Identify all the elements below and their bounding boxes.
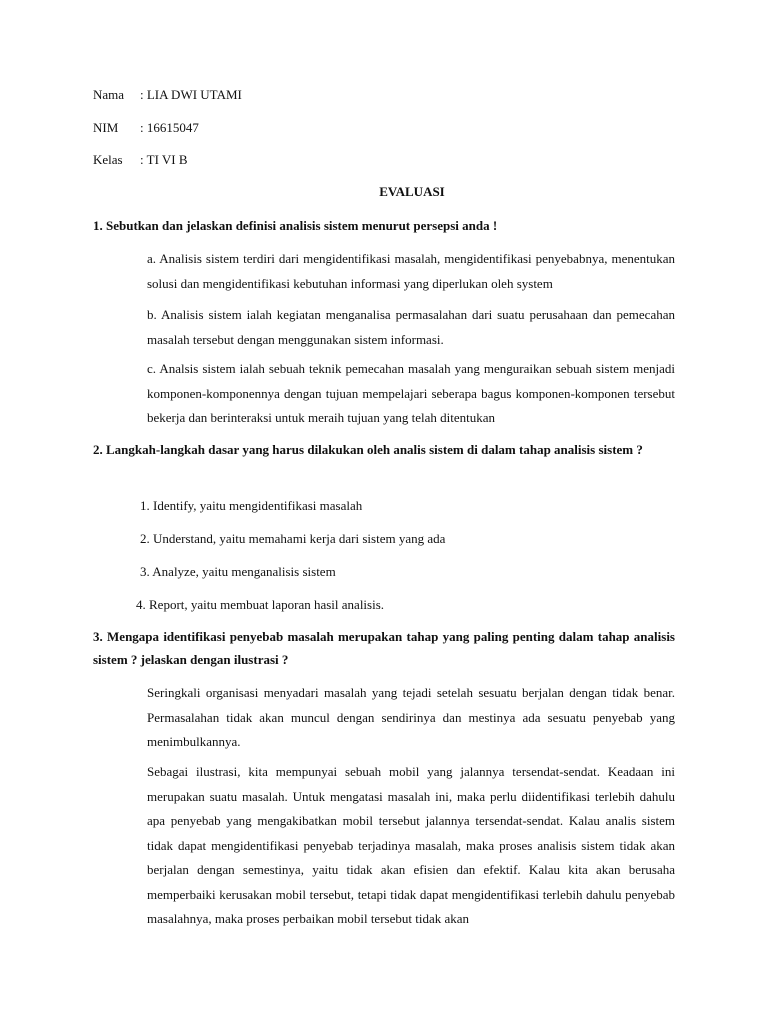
page-title: EVALUASI [379,184,445,199]
identity-kelas-label: Kelas [93,152,123,167]
identity-nim-value: : 16615047 [140,120,199,135]
identity-name-value: : LIA DWI UTAMI [140,87,242,102]
identity-kelas-value: : TI VI B [140,152,188,167]
answer-1a: a. Analisis sistem terdiri dari mengidentifikasi masalah, mengidentifikasi penyebabnya, menentukan solusi dan mengidentifikasi kebutuhan informasi yang diperlukan oleh system [147,251,675,291]
step-2: 2. Understand, yaitu memahami kerja dari sistem yang ada [140,531,446,546]
identity-kelas-row [93,151,188,169]
question-3: 3. Mengapa identifikasi penyebab masalah merupakan tahap yang paling penting dalam tahap analisis sistem ? jelaskan dengan ilustrasi ? [93,629,675,667]
answer-3-paragraph-2: Sebagai ilustrasi, kita mempunyai sebuah mobil yang jalannya tersendat-sendat. Keadaan ini merupakan suatu masalah. Untuk mengatasi masalah ini, maka perlu diidentifikasi terlebih dahulu apa penyebab yang mengakibatkan mobil tersebut jalannya tersendat-sendat. Kalau analis sistem tidak dapat mengidentifikasi penyebab terjadinya masalah, maka proses analisis sistem tidak akan berjalan dengan semestinya, yaitu tidak akan efisien dan efektif. Kalau kita akan berusaha memperbaiki kerusakan mobil tersebut, tetapi tidak dapat mengidentifikasi terlebih dahulu penyebab masalahnya, maka proses perbaikan mobil tersebut tidak akan [147,764,675,926]
answer-1b: b. Analisis sistem ialah kegiatan menganalisa permasalahan dari suatu perusahaan dan pemecahan masalah tersebut dengan menggunakan sistem informasi. [147,307,675,347]
identity-name-label: Nama [93,87,125,102]
answer-3-paragraph-1: Seringkali organisasi menyadari masalah yang tejadi setelah sesuatu berjalan dengan tidak benar. Permasalahan tidak akan muncul dengan sendirinya dan mestinya ada sesuatu penyebab yang menimbulkannya. [147,685,675,749]
identity-nim-row [93,119,199,137]
identity-nim-label: NIM [93,120,119,135]
question-1: 1. Sebutkan dan jelaskan definisi analisis sistem menurut persepsi anda ! [93,218,498,233]
step-1: 1. Identify, yaitu mengidentifikasi masalah [140,498,363,513]
identity-name-row [93,86,242,104]
step-3: 3. Analyze, yaitu menganalisis sistem [140,564,336,579]
step-4: 4. Report, yaitu membuat laporan hasil analisis. [136,597,385,612]
answer-1c: c. Analsis sistem ialah sebuah teknik pemecahan masalah yang menguraikan sebuah sistem menjadi komponen-komponennya dengan tujuan mempelajari seberapa bagus komponen-komponen tersebut bekerja dan berinteraksi untuk meraih tujuan yang telah ditentukan [147,361,675,425]
question-2: 2. Langkah-langkah dasar yang harus dilakukan oleh analis sistem di dalam tahap analisis sistem ? [93,442,643,457]
